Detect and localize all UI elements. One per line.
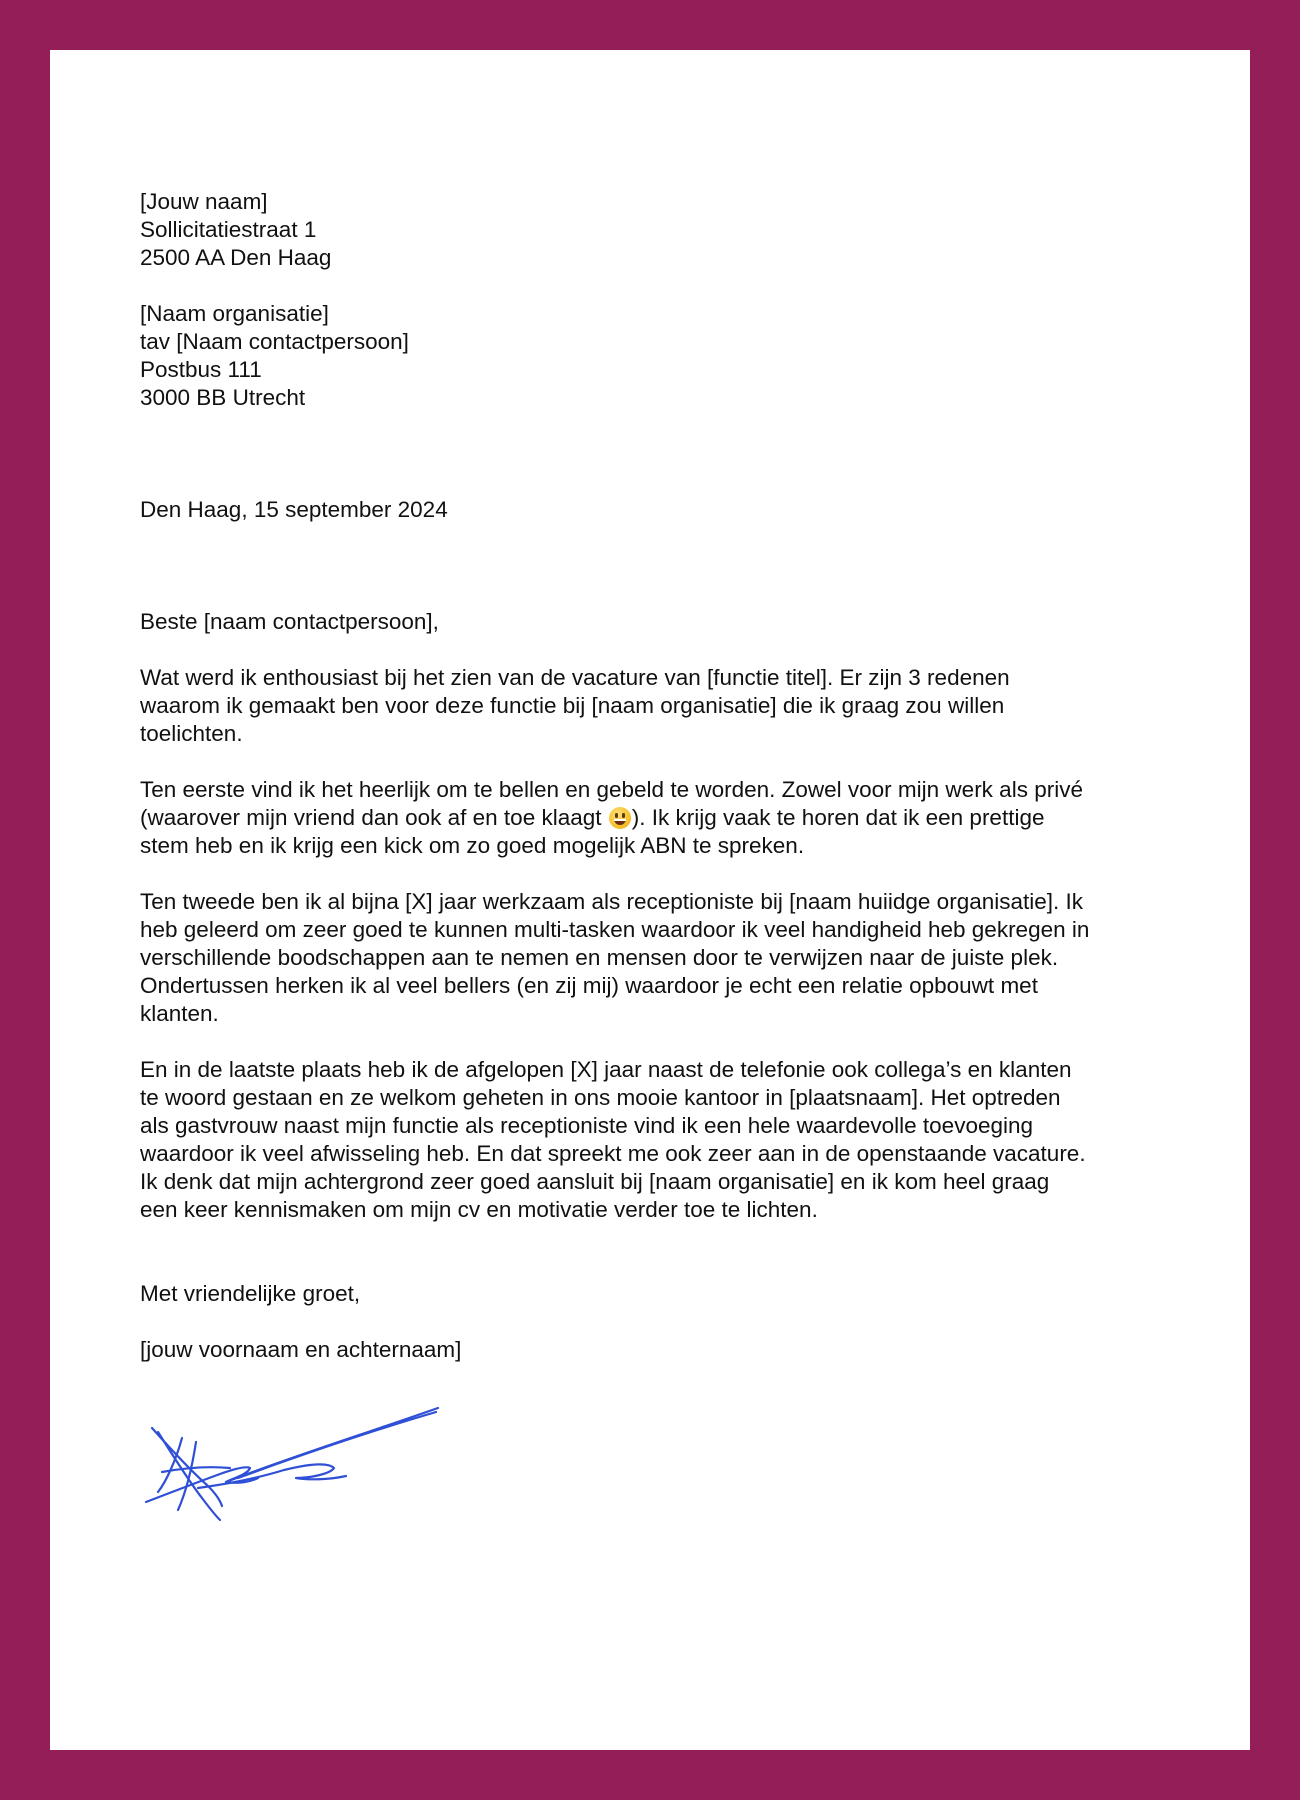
paragraph-line: Ondertussen herken ik al veel bellers (en zij mij) waardoor je echt een relatie opbouwt met	[140, 973, 1038, 998]
recipient-city: 3000 BB Utrecht	[140, 385, 306, 410]
paragraph-line: klanten.	[140, 1001, 219, 1026]
paragraph-line: Ten eerste vind ik het heerlijk om te bellen en gebeld te worden. Zowel voor mijn werk als privé	[140, 777, 1083, 802]
paragraph-line: stem heb en ik krijg een kick om zo goed mogelijk ABN te spreken.	[140, 833, 805, 858]
recipient-address	[140, 300, 1220, 412]
paragraph-2	[140, 776, 1220, 860]
paragraph-line: En in de laatste plaats heb ik de afgelopen [X] jaar naast de telefonie ook collega’s en klanten	[140, 1057, 1072, 1082]
paragraph-4	[140, 1056, 1220, 1224]
signer-name: [jouw voornaam en achternaam]	[140, 1337, 462, 1362]
signature-image	[138, 1398, 458, 1528]
paragraph-line: waardoor ik veel afwisseling heb. En dat spreekt me ook zeer aan in de openstaande vacature.	[140, 1141, 1086, 1166]
grinning-face-icon	[609, 807, 631, 829]
recipient-organisation: [Naam organisatie]	[140, 301, 329, 326]
closing-text: Met vriendelijke groet,	[140, 1281, 361, 1306]
paragraph-line: Ik denk dat mijn achtergrond zeer goed aansluit bij [naam organisatie] en ik kom heel graag	[140, 1169, 1050, 1194]
sender-street: Sollicitatiestraat 1	[140, 217, 317, 242]
letter-body	[140, 188, 1220, 1364]
date-line	[140, 496, 1220, 524]
paragraph-line: Wat werd ik enthousiast bij het zien van de vacature van [functie titel]. Er zijn 3 redenen	[140, 665, 1010, 690]
sender-name: [Jouw naam]	[140, 189, 268, 214]
paragraph-line: een keer kennismaken om mijn cv en motivatie verder toe te lichten.	[140, 1197, 818, 1222]
recipient-postbox: Postbus 111	[140, 357, 262, 382]
paragraph-line: heb geleerd om zeer goed te kunnen multi-tasken waardoor ik veel handigheid heb gekregen in	[140, 917, 1090, 942]
paragraph-line: te woord gestaan en ze welkom geheten in ons mooie kantoor in [plaatsnaam]. Het optreden	[140, 1085, 1061, 1110]
paragraph-line: waarom ik gemaakt ben voor deze functie bij [naam organisatie] die ik graag zou willen	[140, 693, 1005, 718]
paragraph-line-end: ). Ik krijg vaak te horen dat ik een prettige	[631, 805, 1045, 830]
paragraph-line: Ten tweede ben ik al bijna [X] jaar werkzaam als receptioniste bij [naam huiidge organisatie]. Ik	[140, 889, 1084, 914]
paragraph-3	[140, 888, 1220, 1028]
date-text: Den Haag, 15 september 2024	[140, 497, 448, 522]
closing	[140, 1280, 1220, 1308]
paragraph-line: verschillende boodschappen aan te nemen en mensen door te verwijzen naar de juiste plek.	[140, 945, 1059, 970]
paragraph-line: toelichten.	[140, 721, 243, 746]
signer	[140, 1336, 1220, 1364]
salutation	[140, 608, 1220, 636]
paragraph-line	[140, 804, 1220, 832]
sender-city: 2500 AA Den Haag	[140, 245, 332, 270]
paragraph-line: als gastvrouw naast mijn functie als receptioniste vind ik een hele waardevolle toevoeging	[140, 1113, 1034, 1138]
salutation-text: Beste [naam contactpersoon],	[140, 609, 439, 634]
paragraph-1	[140, 664, 1220, 748]
sender-address	[140, 188, 1220, 272]
recipient-attention: tav [Naam contactpersoon]	[140, 329, 409, 354]
paragraph-line-start: (waarover mijn vriend dan ook af en toe klaagt	[140, 805, 608, 830]
